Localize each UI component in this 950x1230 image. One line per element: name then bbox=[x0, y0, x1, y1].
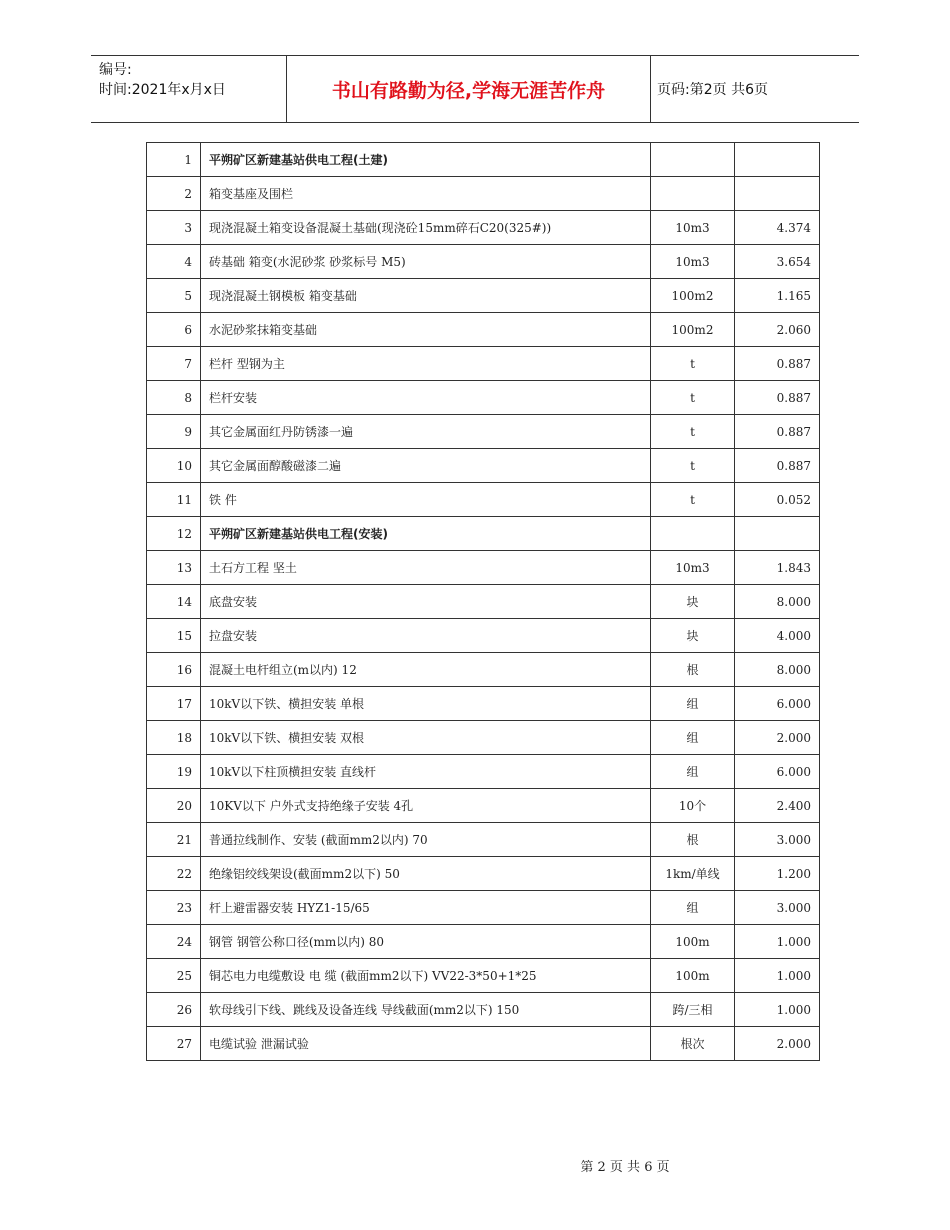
item-name: 10kV以下柱顶横担安装 直线杆 bbox=[201, 755, 651, 789]
item-quantity: 2.000 bbox=[735, 721, 820, 755]
row-number: 20 bbox=[147, 789, 201, 823]
table-row bbox=[147, 211, 820, 245]
header-meta bbox=[99, 60, 285, 116]
item-unit: 组 bbox=[651, 687, 735, 721]
item-name: 底盘安装 bbox=[201, 585, 651, 619]
item-unit: 10m3 bbox=[651, 245, 735, 279]
item-unit: 根 bbox=[651, 823, 735, 857]
page-footer: 第 2 页 共 6 页 bbox=[580, 1160, 670, 1175]
item-unit: t bbox=[651, 415, 735, 449]
row-number: 3 bbox=[147, 211, 201, 245]
item-unit: 10个 bbox=[651, 789, 735, 823]
item-quantity: 4.000 bbox=[735, 619, 820, 653]
item-quantity: 1.843 bbox=[735, 551, 820, 585]
item-quantity: 4.374 bbox=[735, 211, 820, 245]
item-unit: t bbox=[651, 381, 735, 415]
item-name: 平朔矿区新建基站供电工程(安装) bbox=[201, 517, 651, 551]
table-row bbox=[147, 279, 820, 313]
table-row bbox=[147, 687, 820, 721]
item-quantity: 1.165 bbox=[735, 279, 820, 313]
item-quantity bbox=[735, 177, 820, 211]
item-name: 栏杆 型钢为主 bbox=[201, 347, 651, 381]
item-name: 土石方工程 坚土 bbox=[201, 551, 651, 585]
row-number: 1 bbox=[147, 143, 201, 177]
row-number: 26 bbox=[147, 993, 201, 1027]
table-row bbox=[147, 585, 820, 619]
row-number: 5 bbox=[147, 279, 201, 313]
row-number: 17 bbox=[147, 687, 201, 721]
row-number: 9 bbox=[147, 415, 201, 449]
item-unit: 根次 bbox=[651, 1027, 735, 1061]
row-number: 18 bbox=[147, 721, 201, 755]
item-name: 其它金属面醇酸磁漆二遍 bbox=[201, 449, 651, 483]
row-number: 14 bbox=[147, 585, 201, 619]
item-unit: 根 bbox=[651, 653, 735, 687]
table-row bbox=[147, 755, 820, 789]
item-quantity: 1.000 bbox=[735, 959, 820, 993]
item-name: 现浇混凝土钢模板 箱变基础 bbox=[201, 279, 651, 313]
table-row bbox=[147, 891, 820, 925]
table-body bbox=[147, 143, 820, 1061]
row-number: 24 bbox=[147, 925, 201, 959]
page-header bbox=[91, 55, 859, 123]
table-row bbox=[147, 721, 820, 755]
item-name: 钢管 钢管公称口径(mm以内) 80 bbox=[201, 925, 651, 959]
item-quantity: 0.887 bbox=[735, 415, 820, 449]
row-number: 4 bbox=[147, 245, 201, 279]
row-number: 25 bbox=[147, 959, 201, 993]
row-number: 15 bbox=[147, 619, 201, 653]
item-quantity: 0.887 bbox=[735, 381, 820, 415]
item-name: 电缆试验 泄漏试验 bbox=[201, 1027, 651, 1061]
table-row bbox=[147, 1027, 820, 1061]
item-name: 铜芯电力电缆敷设 电 缆 (截面mm2以下) VV22-3*50+1*25 bbox=[201, 959, 651, 993]
item-quantity: 2.000 bbox=[735, 1027, 820, 1061]
item-unit: 组 bbox=[651, 755, 735, 789]
item-unit: t bbox=[651, 347, 735, 381]
row-number: 8 bbox=[147, 381, 201, 415]
table-row bbox=[147, 653, 820, 687]
item-name: 绝缘铝绞线架设(截面mm2以下) 50 bbox=[201, 857, 651, 891]
item-name: 杆上避雷器安装 HYZ1-15/65 bbox=[201, 891, 651, 925]
row-number: 12 bbox=[147, 517, 201, 551]
row-number: 13 bbox=[147, 551, 201, 585]
item-unit: 100m bbox=[651, 925, 735, 959]
item-quantity: 1.200 bbox=[735, 857, 820, 891]
item-quantity bbox=[735, 143, 820, 177]
quantity-table bbox=[146, 142, 820, 1061]
item-unit: 组 bbox=[651, 891, 735, 925]
table-row bbox=[147, 415, 820, 449]
table-row bbox=[147, 551, 820, 585]
item-quantity: 6.000 bbox=[735, 687, 820, 721]
item-unit: 100m2 bbox=[651, 279, 735, 313]
item-name: 平朔矿区新建基站供电工程(土建) bbox=[201, 143, 651, 177]
item-unit: 100m bbox=[651, 959, 735, 993]
table-row bbox=[147, 959, 820, 993]
table-row bbox=[147, 993, 820, 1027]
item-unit: 1km/单线 bbox=[651, 857, 735, 891]
item-unit: 块 bbox=[651, 585, 735, 619]
item-unit bbox=[651, 143, 735, 177]
item-quantity: 1.000 bbox=[735, 993, 820, 1027]
item-quantity: 2.400 bbox=[735, 789, 820, 823]
row-number: 2 bbox=[147, 177, 201, 211]
item-unit bbox=[651, 517, 735, 551]
item-unit: 10m3 bbox=[651, 211, 735, 245]
item-unit bbox=[651, 177, 735, 211]
table-row bbox=[147, 347, 820, 381]
table-row bbox=[147, 143, 820, 177]
item-quantity: 6.000 bbox=[735, 755, 820, 789]
table-row bbox=[147, 517, 820, 551]
table-row bbox=[147, 789, 820, 823]
table-row bbox=[147, 483, 820, 517]
row-number: 11 bbox=[147, 483, 201, 517]
table-row bbox=[147, 619, 820, 653]
item-quantity: 0.052 bbox=[735, 483, 820, 517]
item-name: 普通拉线制作、安装 (截面mm2以内) 70 bbox=[201, 823, 651, 857]
item-unit: 块 bbox=[651, 619, 735, 653]
item-unit: t bbox=[651, 449, 735, 483]
item-unit: 100m2 bbox=[651, 313, 735, 347]
item-quantity: 2.060 bbox=[735, 313, 820, 347]
table-row bbox=[147, 381, 820, 415]
item-name: 砖基础 箱变(水泥砂浆 砂浆标号 M5) bbox=[201, 245, 651, 279]
item-unit: t bbox=[651, 483, 735, 517]
item-name: 拉盘安装 bbox=[201, 619, 651, 653]
time-label: 时间:2021年x月x日 bbox=[99, 82, 226, 98]
row-number: 19 bbox=[147, 755, 201, 789]
item-name: 10kV以下铁、横担安装 单根 bbox=[201, 687, 651, 721]
item-name: 箱变基座及围栏 bbox=[201, 177, 651, 211]
item-quantity: 3.000 bbox=[735, 891, 820, 925]
row-number: 22 bbox=[147, 857, 201, 891]
item-name: 铁 件 bbox=[201, 483, 651, 517]
item-quantity: 0.887 bbox=[735, 449, 820, 483]
item-quantity: 8.000 bbox=[735, 653, 820, 687]
item-name: 其它金属面红丹防锈漆一遍 bbox=[201, 415, 651, 449]
item-name: 混凝土电杆组立(m以内) 12 bbox=[201, 653, 651, 687]
item-name: 10kV以下铁、横担安装 双根 bbox=[201, 721, 651, 755]
table-row bbox=[147, 823, 820, 857]
item-name: 水泥砂浆抹箱变基础 bbox=[201, 313, 651, 347]
item-name: 栏杆安装 bbox=[201, 381, 651, 415]
row-number: 6 bbox=[147, 313, 201, 347]
row-number: 21 bbox=[147, 823, 201, 857]
item-quantity: 3.000 bbox=[735, 823, 820, 857]
item-quantity: 3.654 bbox=[735, 245, 820, 279]
table-row bbox=[147, 925, 820, 959]
row-number: 23 bbox=[147, 891, 201, 925]
table-row bbox=[147, 177, 820, 211]
item-quantity: 1.000 bbox=[735, 925, 820, 959]
item-name: 软母线引下线、跳线及设备连线 导线截面(mm2以下) 150 bbox=[201, 993, 651, 1027]
row-number: 16 bbox=[147, 653, 201, 687]
item-name: 10KV以下 户外式支持绝缘子安装 4孔 bbox=[201, 789, 651, 823]
row-number: 27 bbox=[147, 1027, 201, 1061]
header-motto: 书山有路勤为径,学海无涯苦作舟 bbox=[286, 56, 651, 122]
item-quantity: 0.887 bbox=[735, 347, 820, 381]
item-quantity bbox=[735, 517, 820, 551]
item-name: 现浇混凝土箱变设备混凝土基础(现浇砼15mm碎石C20(325#)) bbox=[201, 211, 651, 245]
header-page-info: 页码:第2页 共6页 bbox=[657, 82, 768, 98]
number-label: 编号: bbox=[99, 62, 132, 78]
item-unit: 组 bbox=[651, 721, 735, 755]
table-row bbox=[147, 313, 820, 347]
table-row bbox=[147, 245, 820, 279]
item-unit: 跨/三相 bbox=[651, 993, 735, 1027]
item-unit: 10m3 bbox=[651, 551, 735, 585]
item-quantity: 8.000 bbox=[735, 585, 820, 619]
table-row bbox=[147, 857, 820, 891]
row-number: 10 bbox=[147, 449, 201, 483]
row-number: 7 bbox=[147, 347, 201, 381]
table-row bbox=[147, 449, 820, 483]
